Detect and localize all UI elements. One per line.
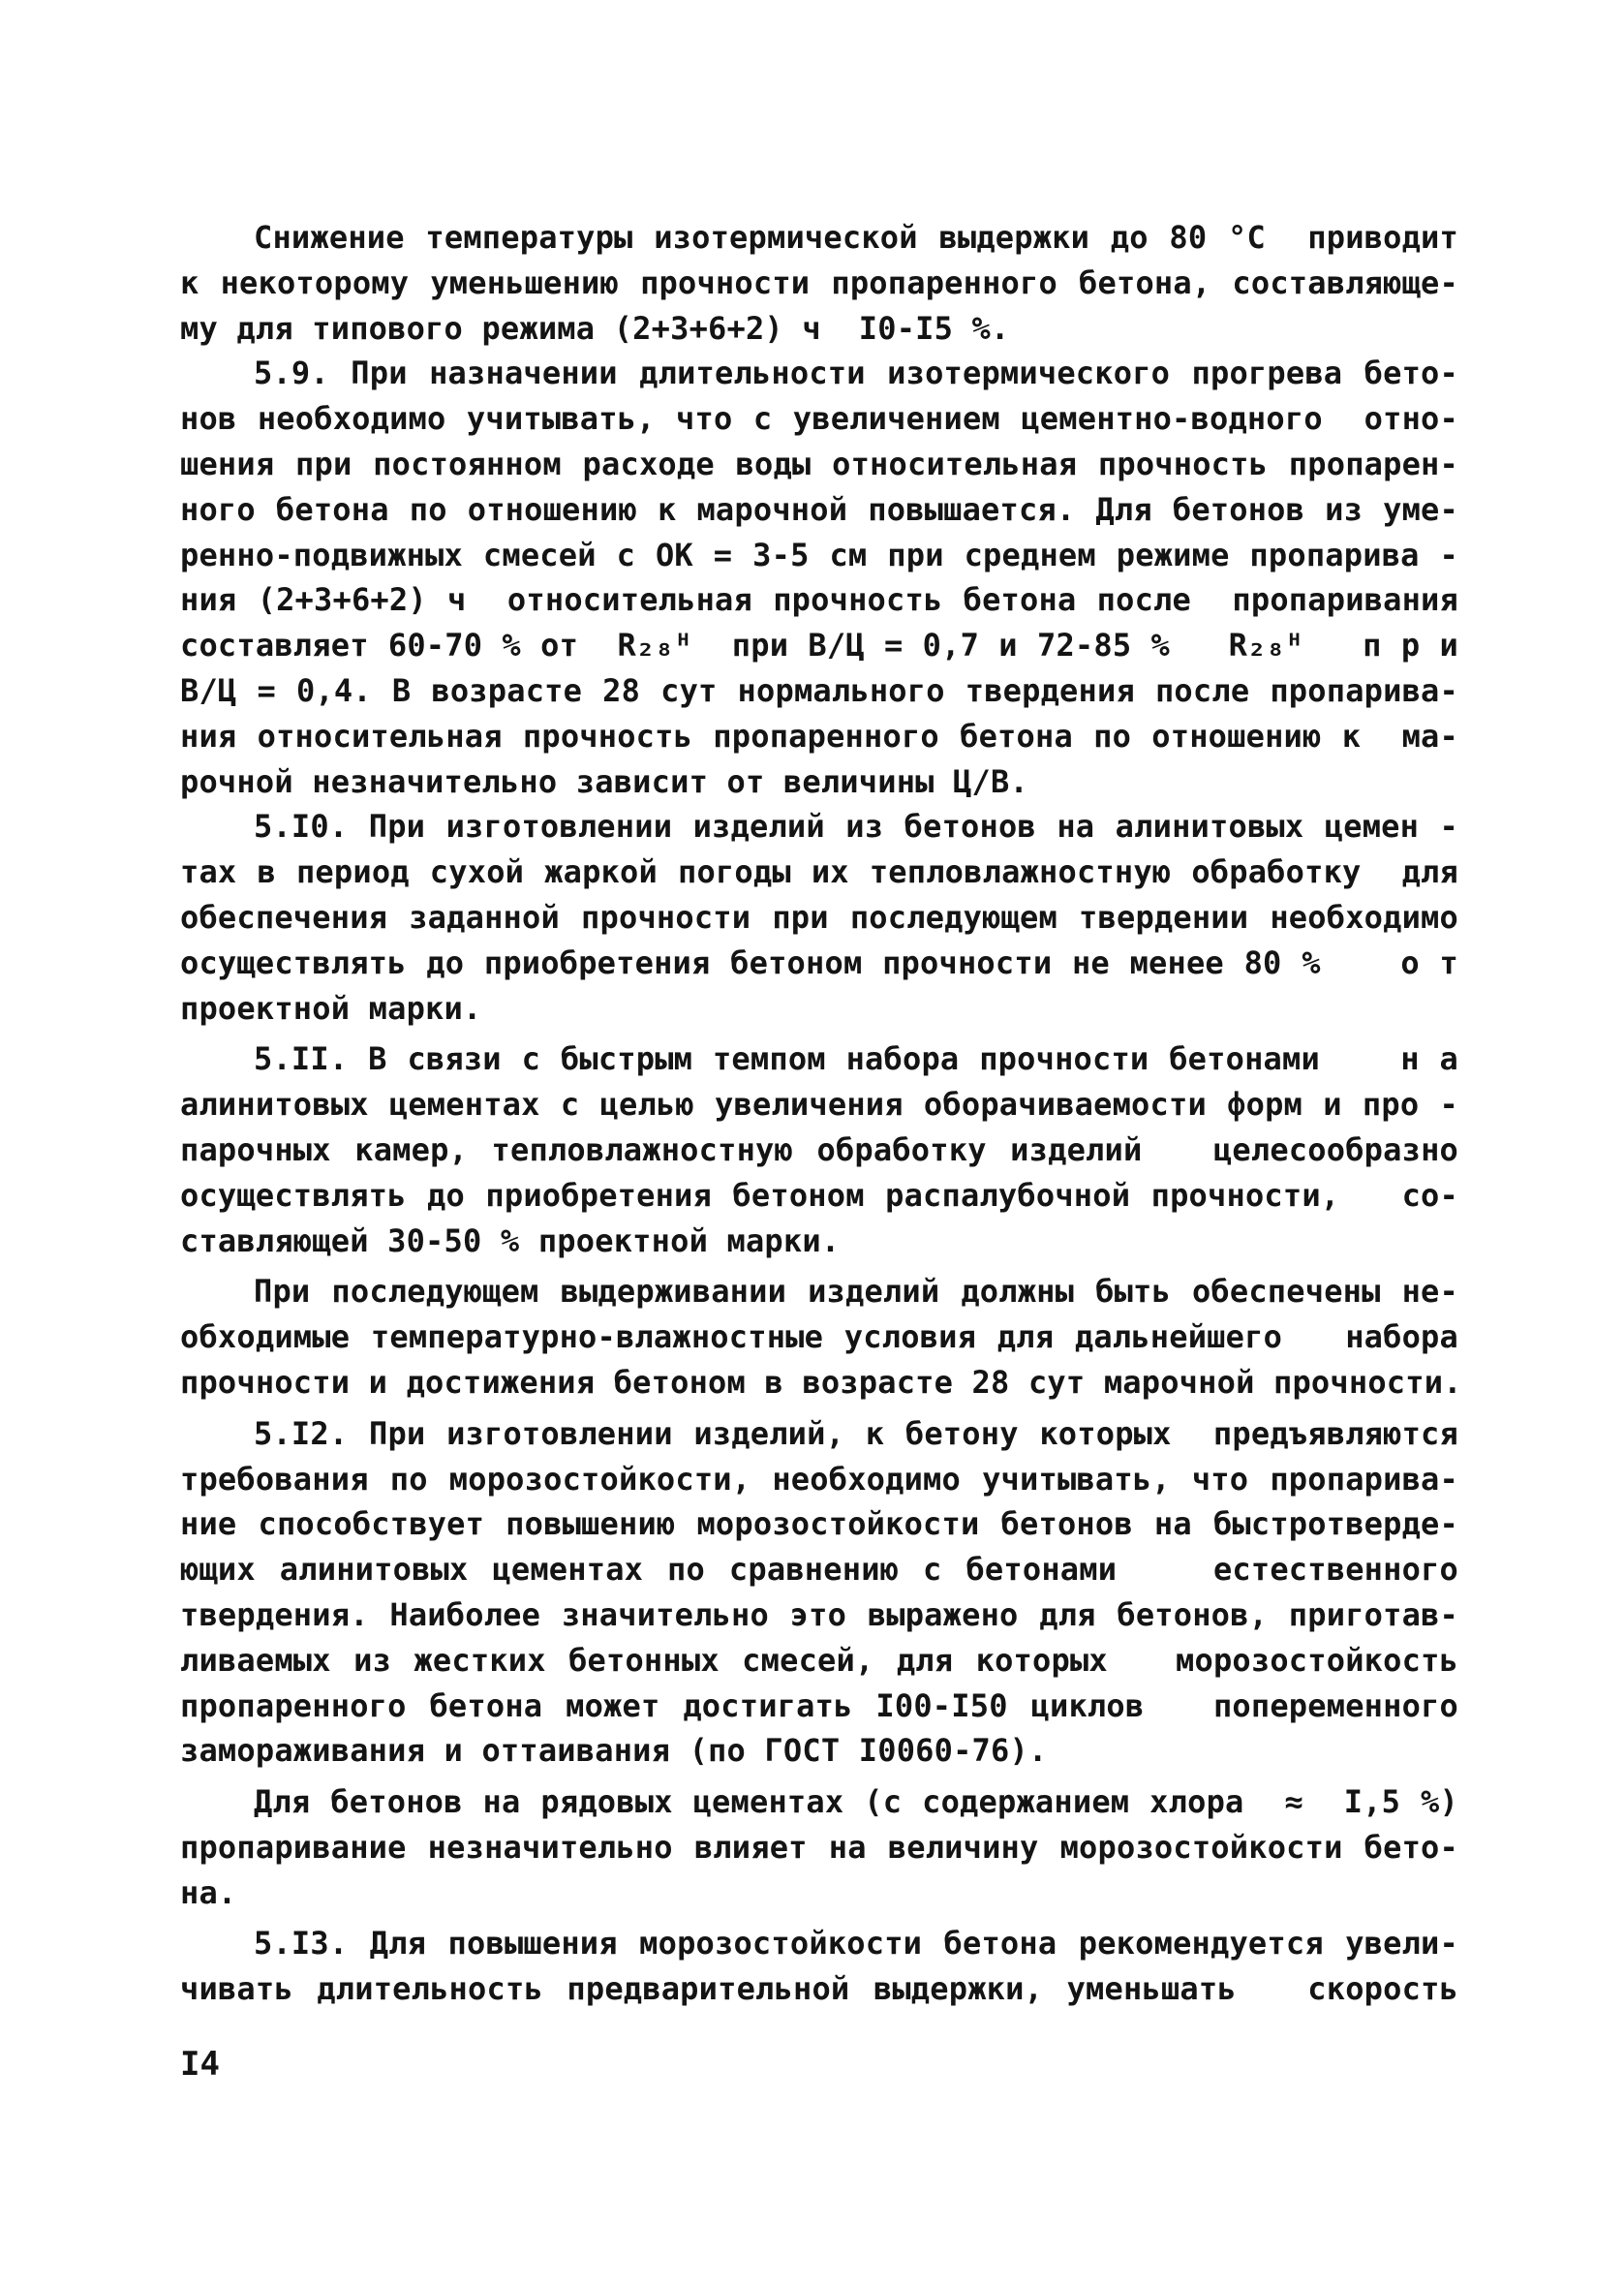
- text-line: ставляющей 30-50 % проектной марки.: [180, 1221, 841, 1259]
- text-line: 5.I3. Для повышения морозостойкости бетона рекомендуется увели-: [254, 1925, 1458, 1962]
- text-line: пропаренного бетона может достигать I00-I50 циклов попеременного: [180, 1686, 1458, 1724]
- text-line: ния (2+3+6+2) ч относительная прочность бетона после пропаривания: [180, 581, 1458, 619]
- text-line: ние способствует повышению морозостойкости бетонов на быстротверде-: [180, 1505, 1458, 1543]
- text-line: на.: [180, 1873, 237, 1911]
- text-line: алинитовых цементах с целью увеличения оборачиваемости форм и про -: [180, 1086, 1458, 1124]
- text-line: 5.I2. При изготовлении изделий, к бетону которых предъявляются: [254, 1414, 1458, 1452]
- text-line: парочных камер, тепловлажностную обработку изделий целесообразно: [180, 1130, 1458, 1168]
- text-line: Для бетонов на рядовых цементах (с содержанием хлора ≈ I,5 %): [254, 1783, 1458, 1821]
- text-line: шения при постоянном расходе воды относительная прочность пропарен-: [180, 445, 1458, 482]
- text-line: обеспечения заданной прочности при последующем твердении необходимо: [180, 898, 1458, 936]
- text-line: проектной марки.: [180, 989, 482, 1027]
- text-line: 5.II. В связи с быстрым темпом набора прочности бетонами н а: [254, 1040, 1458, 1078]
- text-line: чивать длительность предварительной выдержки, уменьшать скорость: [180, 1970, 1458, 2008]
- text-line: му для типового режима (2+3+6+2) ч I0-I5 %.: [180, 309, 1010, 347]
- page-number: I4: [180, 2045, 220, 2084]
- text-line: тах в период сухой жаркой погоды их тепловлажностную обработку для: [180, 853, 1458, 891]
- text-line: ющих алинитовых цементах по сравнению с бетонами естественного: [180, 1551, 1458, 1589]
- text-line: осуществлять до приобретения бетоном прочности не менее 80 % о т: [180, 943, 1458, 981]
- text-line: прочности и достижения бетоном в возрасте 28 сут марочной прочности.: [180, 1363, 1462, 1401]
- text-line: ливаемых из жестких бетонных смесей, для которых морозостойкость: [180, 1641, 1458, 1679]
- text-line: 5.9. При назначении длительности изотермического прогрева бето-: [254, 355, 1458, 392]
- text-line: твердения. Наиболее значительно это выражено для бетонов, приготав-: [180, 1595, 1458, 1633]
- text-line: 5.I0. При изготовлении изделий из бетонов на алинитовых цемен -: [254, 808, 1458, 846]
- text-line: обходимые температурно-влажностные условия для дальнейшего набора: [180, 1318, 1458, 1356]
- text-line: пропаривание незначительно влияет на величину морозостойкости бето-: [180, 1828, 1458, 1866]
- text-line: В/Ц = 0,4. В возрасте 28 сут нормального твердения после пропарива-: [180, 671, 1458, 709]
- text-line: требования по морозостойкости, необходимо учитывать, что пропарива-: [180, 1460, 1458, 1498]
- text-line: ния относительная прочность пропаренного бетона по отношению к ма-: [180, 717, 1458, 755]
- text-line: Снижение температуры изотермической выдержки до 80 °С приводит: [254, 219, 1458, 256]
- text-line: замораживания и оттаивания (по ГОСТ I0060-76).: [180, 1732, 1048, 1770]
- text-line: ного бетона по отношению к марочной повышается. Для бетонов из уме-: [180, 490, 1458, 528]
- text-line: ренно-подвижных смесей с ОК = 3-5 см при среднем режиме пропарива -: [180, 536, 1458, 573]
- text-line: осуществлять до приобретения бетоном распалубочной прочности, со-: [180, 1176, 1458, 1214]
- text-line: составляет 60-70 % от R₂₈ᴴ при В/Ц = 0,7 и 72-85 % R₂₈ᴴ п р и: [180, 627, 1458, 664]
- text-line: нов необходимо учитывать, что с увеличением цементно-водного отно-: [180, 400, 1458, 438]
- document-body: [180, 215, 1462, 2012]
- text-line: При последующем выдерживании изделий должны быть обеспечены не-: [254, 1273, 1458, 1311]
- text-line: к некоторому уменьшению прочности пропаренного бетона, составляюще-: [180, 263, 1458, 301]
- text-line: рочной незначительно зависит от величины Ц/В.: [180, 762, 1028, 800]
